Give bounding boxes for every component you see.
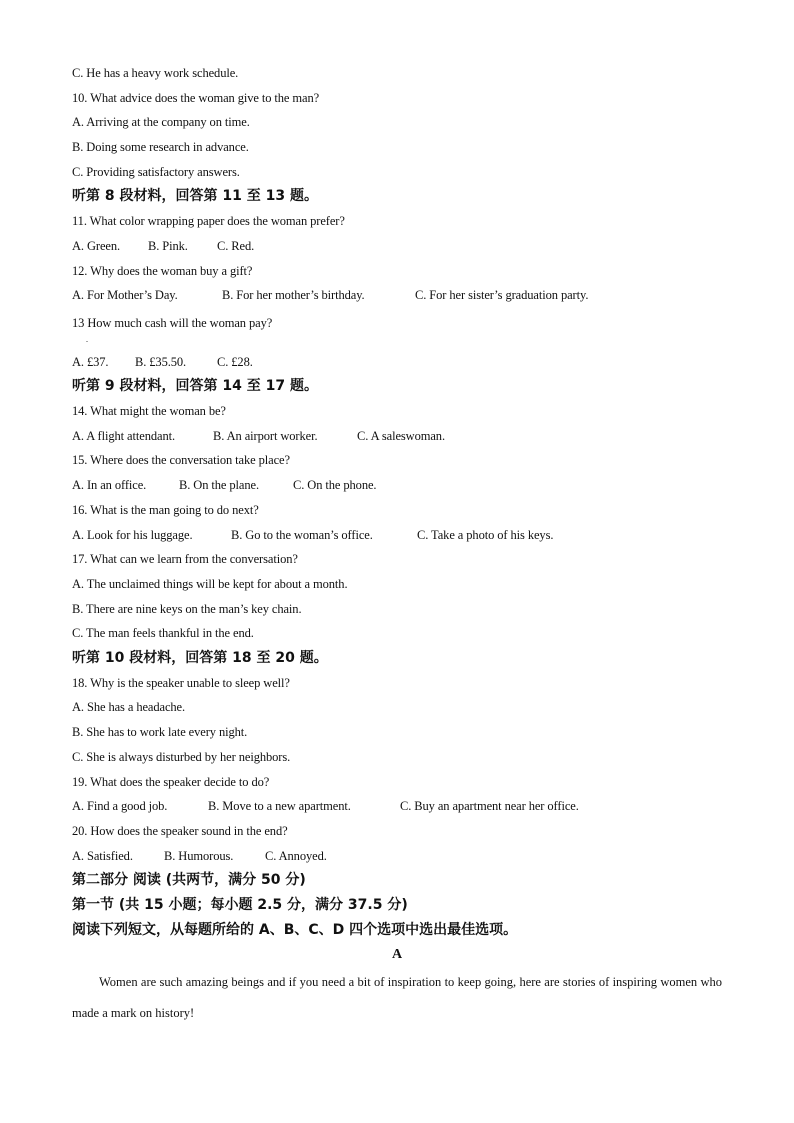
reading-instruction: 阅读下列短文，从每题所给的 A、B、C、D 四个选项中选出最佳选项。 xyxy=(72,922,518,938)
q10-option-b: B. Doing some research in advance. xyxy=(72,140,249,154)
q15-options xyxy=(72,477,377,493)
q16-options xyxy=(72,527,554,543)
section-9-heading: 听第 9 段材料，回答第 14 至 17 题。 xyxy=(72,378,318,394)
q19-option-c: C. Buy an apartment near her office. xyxy=(400,799,579,813)
q15-option-c: C. On the phone. xyxy=(293,478,377,492)
q14-stem: 14. What might the woman be? xyxy=(72,404,226,418)
q14-options xyxy=(72,428,445,444)
q14-option-c: C. A saleswoman. xyxy=(357,429,445,443)
q20-option-c: C. Annoyed. xyxy=(265,849,327,863)
section-10-heading: 听第 10 段材料，回答第 18 至 20 题。 xyxy=(72,650,328,666)
q19-stem: 19. What does the speaker decide to do? xyxy=(72,775,270,789)
q18-stem: 18. Why is the speaker unable to sleep well? xyxy=(72,676,290,690)
q14-option-b: B. An airport worker. xyxy=(213,429,318,443)
q17-stem: 17. What can we learn from the conversation? xyxy=(72,552,298,566)
q13-stem: 13 How much cash will the woman pay? xyxy=(72,316,273,330)
q18-option-b: B. She has to work late every night. xyxy=(72,725,248,739)
q17-option-a: A. The unclaimed things will be kept for about a month. xyxy=(72,577,348,591)
q16-option-c: C. Take a photo of his keys. xyxy=(417,528,554,542)
q12-options xyxy=(72,287,589,303)
stray-dot: . xyxy=(86,335,88,344)
q13-option-a: A. £37. xyxy=(72,355,109,369)
q12-stem: 12. Why does the woman buy a gift? xyxy=(72,264,253,278)
q11-option-a: A. Green. xyxy=(72,239,121,253)
q18-option-a: A. She has a headache. xyxy=(72,700,186,714)
passage-a-paragraph: Women are such amazing beings and if you need a bit of inspiration to keep going, here are stories of inspiring women who made a mark on history! xyxy=(72,975,722,1020)
q19-option-b: B. Move to a new apartment. xyxy=(208,799,351,813)
q18-option-c: C. She is always disturbed by her neighbors. xyxy=(72,750,291,764)
part2-section1-heading: 第一节 (共 15 小题；每小题 2.5 分，满分 37.5 分) xyxy=(72,897,408,913)
q10-option-c: C. Providing satisfactory answers. xyxy=(72,165,240,179)
q19-option-a: A. Find a good job. xyxy=(72,799,168,813)
q16-stem: 16. What is the man going to do next? xyxy=(72,503,259,517)
q12-option-b: B. For her mother’s birthday. xyxy=(222,288,365,302)
q17-option-c: C. The man feels thankful in the end. xyxy=(72,626,254,640)
q20-stem: 20. How does the speaker sound in the end? xyxy=(72,824,288,838)
q13-option-c: C. £28. xyxy=(217,355,253,369)
q13-options xyxy=(72,354,253,370)
q11-option-b: B. Pink. xyxy=(148,239,188,253)
q16-option-b: B. Go to the woman’s office. xyxy=(231,528,373,542)
q12-option-c: C. For her sister’s graduation party. xyxy=(415,288,589,302)
q10-option-a: A. Arriving at the company on time. xyxy=(72,115,250,129)
q10-stem: 10. What advice does the woman give to the man? xyxy=(72,91,320,105)
q15-option-a: A. In an office. xyxy=(72,478,147,492)
q14-option-a: A. A flight attendant. xyxy=(72,429,175,443)
q13-option-b: B. £35.50. xyxy=(135,355,187,369)
section-8-heading: 听第 8 段材料，回答第 11 至 13 题。 xyxy=(72,188,318,204)
part2-heading: 第二部分 阅读 (共两节，满分 50 分) xyxy=(72,872,306,888)
q11-stem: 11. What color wrapping paper does the woman prefer? xyxy=(72,214,345,228)
q20-option-a: A. Satisfied. xyxy=(72,849,133,863)
q16-option-a: A. Look for his luggage. xyxy=(72,528,193,542)
q15-stem: 15. Where does the conversation take place? xyxy=(72,453,290,467)
q20-option-b: B. Humorous. xyxy=(164,849,234,863)
passage-label: A xyxy=(391,947,403,962)
q9-option-c: C. He has a heavy work schedule. xyxy=(72,66,239,80)
q20-options xyxy=(72,848,327,864)
q12-option-a: A. For Mother’s Day. xyxy=(72,288,178,302)
q15-option-b: B. On the plane. xyxy=(179,478,259,492)
q19-options xyxy=(72,798,579,814)
q11-option-c: C. Red. xyxy=(217,239,255,253)
q17-option-b: B. There are nine keys on the man’s key chain. xyxy=(72,602,302,616)
q11-options xyxy=(72,238,255,254)
